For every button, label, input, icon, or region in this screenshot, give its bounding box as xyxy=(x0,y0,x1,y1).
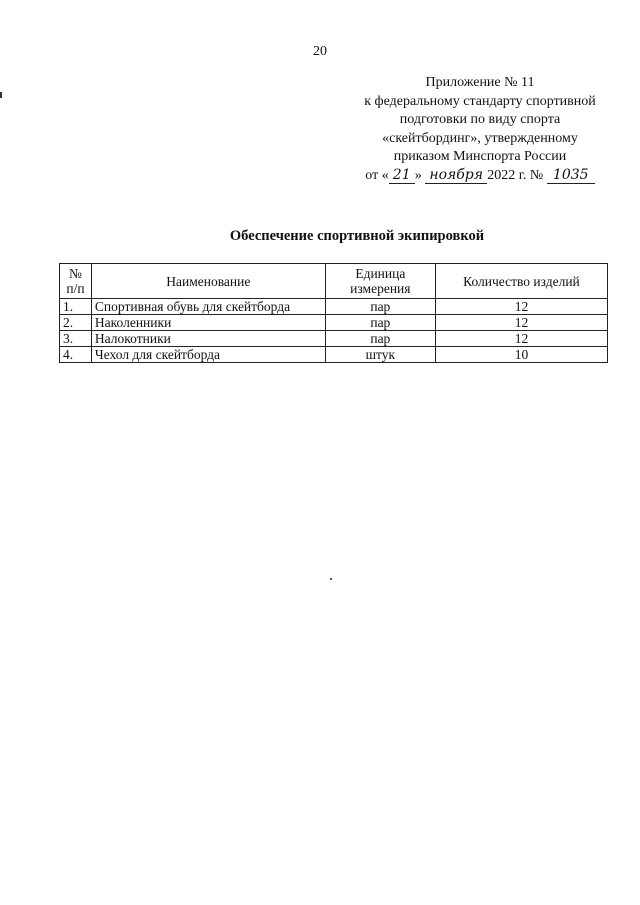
row-num: 2. xyxy=(60,315,92,331)
row-qty: 12 xyxy=(435,331,607,347)
date-year: 2022 г. № xyxy=(487,167,544,183)
handwritten-month: ноября xyxy=(425,167,487,184)
header-unit: Единица измерения xyxy=(325,264,435,299)
handwritten-order-number: 1035 xyxy=(547,167,595,184)
table-row xyxy=(60,331,608,347)
scan-edge-mark xyxy=(0,92,2,98)
table-row xyxy=(60,315,608,331)
date-prefix: от « xyxy=(365,167,389,183)
header-num: № п/п xyxy=(60,264,92,299)
row-unit: пар xyxy=(325,299,435,315)
row-qty: 12 xyxy=(435,299,607,315)
row-unit: штук xyxy=(325,347,435,363)
appendix-date-line xyxy=(330,167,630,186)
table-row xyxy=(60,347,608,363)
equipment-table xyxy=(59,263,608,363)
table-header-row xyxy=(60,264,608,299)
row-num: 3. xyxy=(60,331,92,347)
header-qty: Количество изделий xyxy=(435,264,607,299)
row-qty: 10 xyxy=(435,347,607,363)
row-name: Наколенники xyxy=(91,315,325,331)
date-mid: » xyxy=(414,167,422,183)
row-qty: 12 xyxy=(435,315,607,331)
scan-speck xyxy=(330,578,332,580)
appendix-number: Приложение № 11 xyxy=(425,75,535,90)
row-name: Налокотники xyxy=(91,331,325,347)
row-name: Спортивная обувь для скейтборда xyxy=(91,299,325,315)
section-title: Обеспечение спортивной экипировкой xyxy=(229,228,485,244)
page-number: 20 xyxy=(313,44,327,59)
appendix-line-sport: подготовки по виду спорта xyxy=(399,112,561,127)
row-num: 1. xyxy=(60,299,92,315)
row-num: 4. xyxy=(60,347,92,363)
appendix-line-standard: к федеральному стандарту спортивной xyxy=(364,93,596,109)
row-unit: пар xyxy=(325,331,435,347)
appendix-line-approved: «скейтбординг», утвержденному xyxy=(382,130,578,146)
table-row xyxy=(60,299,608,315)
handwritten-day: 21 xyxy=(389,167,415,184)
row-unit: пар xyxy=(325,315,435,331)
appendix-line-ministry: приказом Минспорта России xyxy=(393,149,567,164)
header-name: Наименование xyxy=(91,264,325,299)
appendix-header xyxy=(330,74,630,185)
row-name: Чехол для скейтборда xyxy=(91,347,325,363)
